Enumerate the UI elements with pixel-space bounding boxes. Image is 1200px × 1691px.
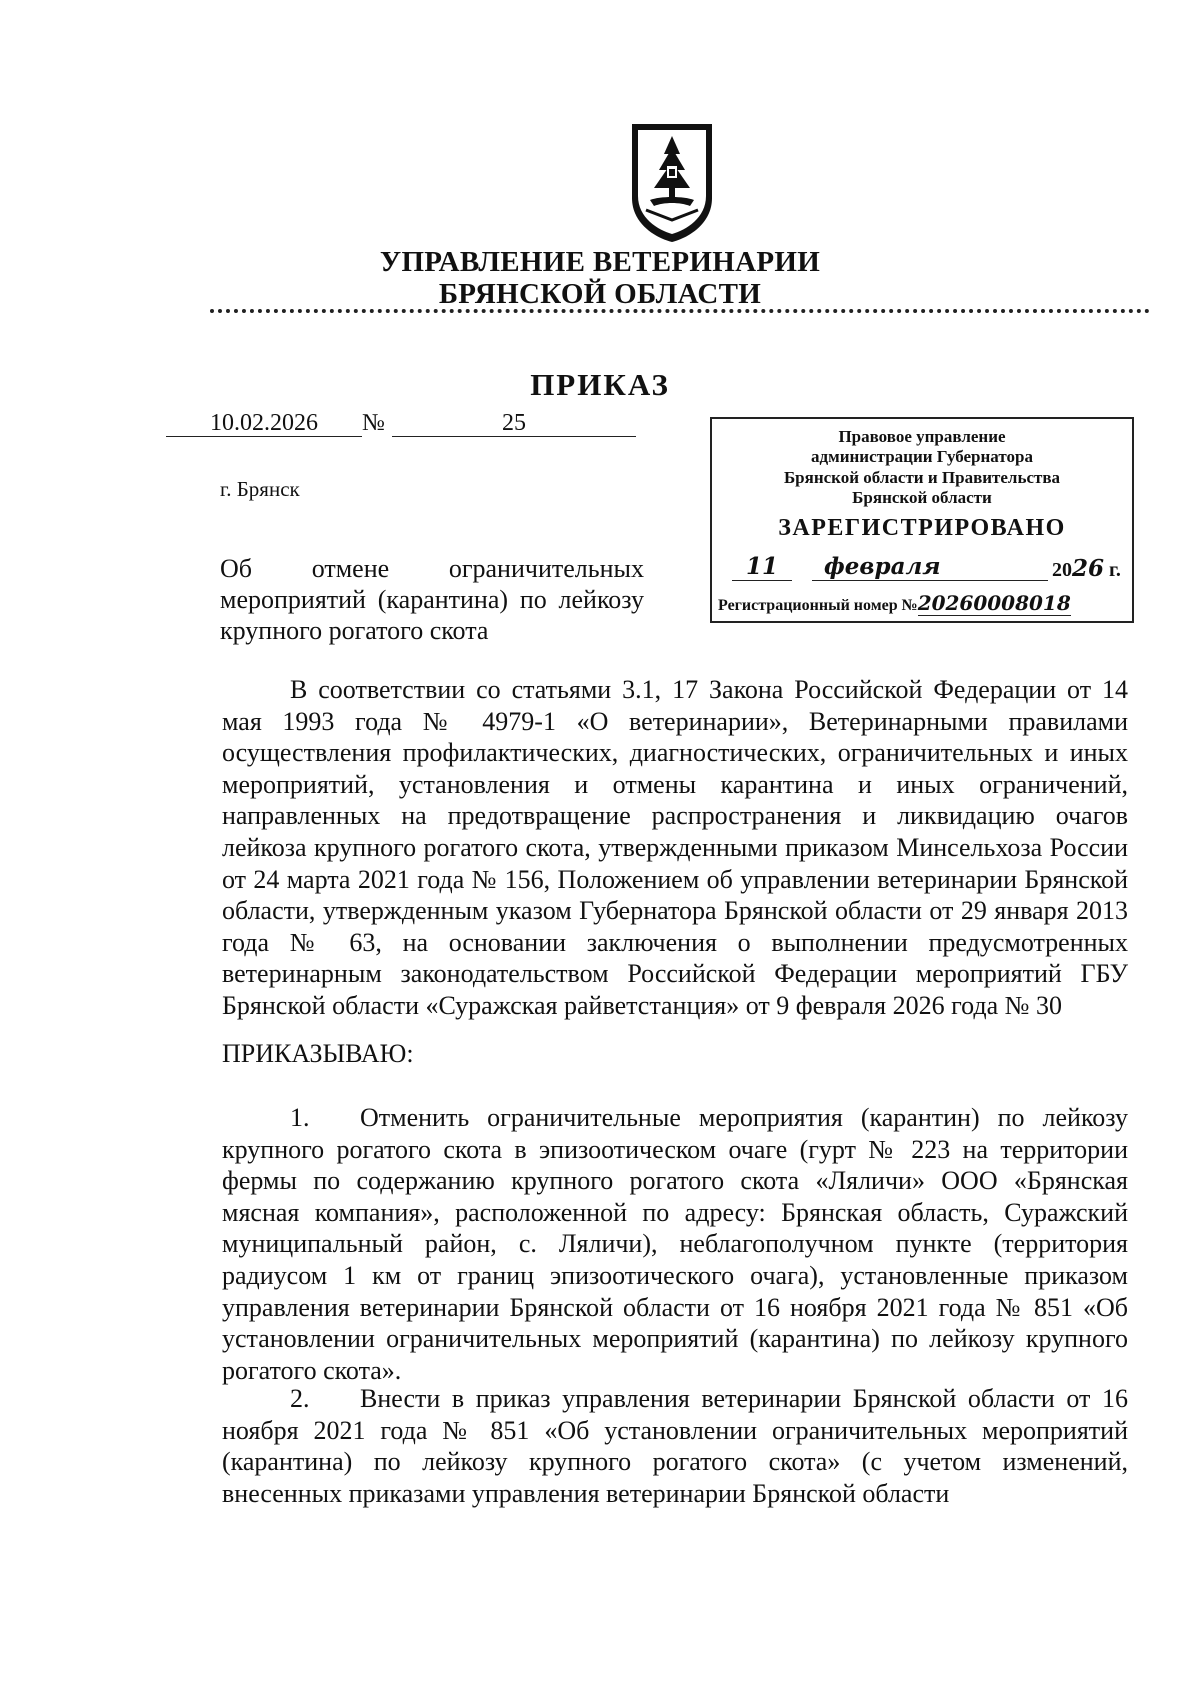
order-number: 25 xyxy=(502,410,526,436)
order-word: ПРИКАЗЫВАЮ: xyxy=(222,1039,414,1068)
stamp-day: 11 xyxy=(732,553,792,581)
stamp-line3: Брянской области и Правительства xyxy=(783,468,1061,487)
item-number: 1. xyxy=(290,1103,310,1132)
stamp-year-suffix: г. xyxy=(1104,559,1121,581)
stamp-reg-label: Регистрационный номер № xyxy=(718,597,918,614)
order-date: 10.02.2026 xyxy=(210,410,318,436)
stamp-year-prefix: 20 xyxy=(1052,559,1072,581)
agency-name-line1: УПРАВЛЕНИЕ ВЕТЕРИНАРИИ xyxy=(379,246,821,278)
city-label: г. Брянск xyxy=(220,477,300,501)
order-item-2 xyxy=(222,1383,1128,1509)
stamp-month: февраля xyxy=(812,553,1048,581)
stamp-registered-label: ЗАРЕГИСТРИРОВАНО xyxy=(778,515,1066,541)
header-divider xyxy=(210,309,1150,313)
preamble-paragraph: В соответствии со статьями 3.1, 17 Закона Российской Федерации от 14 мая 1993 года № 4979-1 «О ветеринарии», Ветеринарными правилами осуществления профилактических, диагностических, ограничительных и иных мероприятий, установления и отмены карантина и иных ограничений, направленных на предотвращение распространения и ликвидацию очагов лейкоза крупного рогатого скота, утвержденными приказом Минсельхоза России от 24 марта 2021 года № 156, Положением об управлении ветеринарии Брянской области, утвержденным указом Губернатора Брянской области от 29 января 2013 года № 63, на основании заключения о выполнении предусмотренных ветеринарным законодательством Российской Федерации мероприятий ГБУ Брянской области «Суражская райветстанция» от 9 февраля 2026 года № 30 xyxy=(222,675,1128,1020)
item-text: Отменить ограничительные мероприятия (карантин) по лейкозу крупного рогатого скота в эпизоотическом очаге (гурт № 223 на территории фермы по содержанию крупного рогатого скота «Ляличи» ООО «Брянская мясная компания», расположенной по адресу: Брянская область, Суражский муниципальный район, с. Ляличи), неблагополучном пункте (территория радиусом 1 км от границ эпизоотического очага), установленные приказом управления ветеринарии Брянской области от 16 ноября 2021 года № 851 «Об установлении ограничительных мероприятий (карантина) по лейкозу крупного рогатого скота». xyxy=(222,1103,1128,1385)
registration-stamp xyxy=(710,417,1134,623)
item-text: Внести в приказ управления ветеринарии Брянской области от 16 ноября 2021 года № 851 «Об установлении ограничительных мероприятий (карантина) по лейкозу крупного рогатого скота» (с учетом изменений, внесенных приказами управления ветеринарии Брянской области xyxy=(222,1384,1128,1508)
order-subject: Об отмене ограничительных мероприятий (карантина) по лейкозу крупного рогатого скота xyxy=(220,554,644,645)
stamp-year xyxy=(1052,555,1121,582)
item-number: 2. xyxy=(290,1384,310,1413)
agency-name-line2: БРЯНСКОЙ ОБЛАСТИ xyxy=(438,278,762,310)
number-sign: № xyxy=(362,410,385,436)
stamp-line1: Правовое управление xyxy=(838,427,1006,446)
stamp-line4: Брянской области xyxy=(852,488,992,507)
document-type-title: ПРИКАЗ xyxy=(530,367,670,402)
stamp-reg-number: 20260008018 xyxy=(917,591,1071,615)
coat-of-arms-emblem xyxy=(626,120,718,244)
stamp-registration-row xyxy=(718,591,1071,615)
stamp-year-handwritten: 26 xyxy=(1072,555,1105,582)
stamp-line2: администрации Губернатора xyxy=(811,447,1033,466)
stamp-date-row xyxy=(712,553,1132,583)
order-item-1 xyxy=(222,1102,1128,1386)
